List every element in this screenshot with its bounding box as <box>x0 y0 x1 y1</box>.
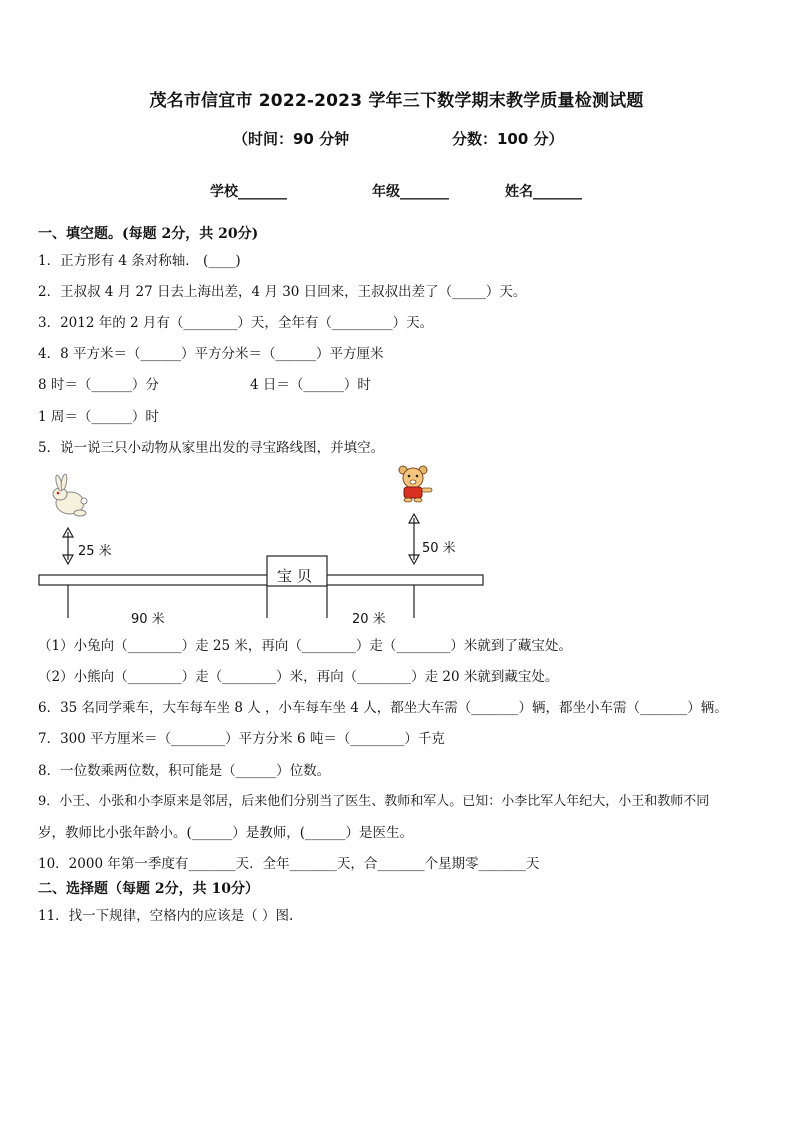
exam-score: 分数：100 分） <box>452 130 564 148</box>
question-4b: 8 时＝（______）分 <box>38 377 159 393</box>
question-8: 8．一位数乘两位数，积可能是（______）位数。 <box>38 763 331 779</box>
question-3: 3．2012 年的 2 月有（________）天，全年有（_________）天。 <box>38 315 434 331</box>
rabbit-icon <box>53 474 87 516</box>
rabbit-arrow <box>63 528 73 564</box>
question-6: 6．35 名同学乘车，大车每车坐 8 人 ，小车每车坐 4 人，都坐大车需（_______）辆，都坐小车需（_______）辆。 <box>38 700 728 716</box>
grade-field: 年级_______ <box>372 184 449 200</box>
page-title: 茂名市信宜市 2022-2023 学年三下数学期末教学质量检测试题 <box>149 91 644 111</box>
school-field: 学校_______ <box>210 184 287 200</box>
question-7: 7．300 平方厘米＝（________）平方分米 6 吨＝（________）千克 <box>38 731 445 747</box>
left-distance-label: 90 米 <box>131 612 165 627</box>
right-distance-label: 20 米 <box>352 612 386 627</box>
bear-icon <box>399 466 432 502</box>
question-4c: 4 日＝（______）时 <box>250 377 371 393</box>
question-5-2: （2）小熊向（________）走（________）米，再向（________）走 20 米就到藏宝处。 <box>38 669 559 685</box>
question-4d: 1 周＝（______）时 <box>38 409 159 425</box>
name-field: 姓名_______ <box>505 184 582 200</box>
section-1-heading: 一、填空题。(每题 2分，共 20分) <box>38 226 259 242</box>
question-9-line1: 9．小王、小张和小李原来是邻居，后来他们分别当了医生、教师和军人。已知：小李比军人年纪大，小王和教师不同 <box>38 794 710 809</box>
rabbit-distance-label: 25 米 <box>78 544 112 559</box>
question-4a: 4．8 平方米＝（______）平方分米＝（______）平方厘米 <box>38 346 384 362</box>
question-11: 11．找一下规律，空格内的应该是（ ）图. <box>38 908 294 924</box>
road <box>39 575 483 585</box>
bear-arrow <box>409 514 419 564</box>
question-5-1: （1）小兔向（________）走 25 米，再向（________）走（________）米就到了藏宝处。 <box>38 638 572 654</box>
question-10: 10．2000 年第一季度有_______天．全年_______天，合_______个星期零_______天 <box>38 856 540 872</box>
question-1: 1．正方形有 4 条对称轴． (____) <box>38 253 241 269</box>
route-diagram <box>0 460 793 630</box>
section-2-heading: 二、选择题（每题 2分，共 10分） <box>38 881 259 897</box>
question-2: 2．王叔叔 4 月 27 日去上海出差，4 月 30 日回来，王叔叔出差了（_____）天。 <box>38 284 527 300</box>
bear-distance-label: 50 米 <box>422 541 456 556</box>
question-9-line2: 岁，教师比小张年龄小。(______）是教师，(______）是医生。 <box>38 825 414 841</box>
question-5: 5．说一说三只小动物从家里出发的寻宝路线图，并填空。 <box>38 440 385 456</box>
treasure-label: 宝 贝 <box>277 567 312 585</box>
exam-time: （时间：90 分钟 <box>233 130 350 148</box>
